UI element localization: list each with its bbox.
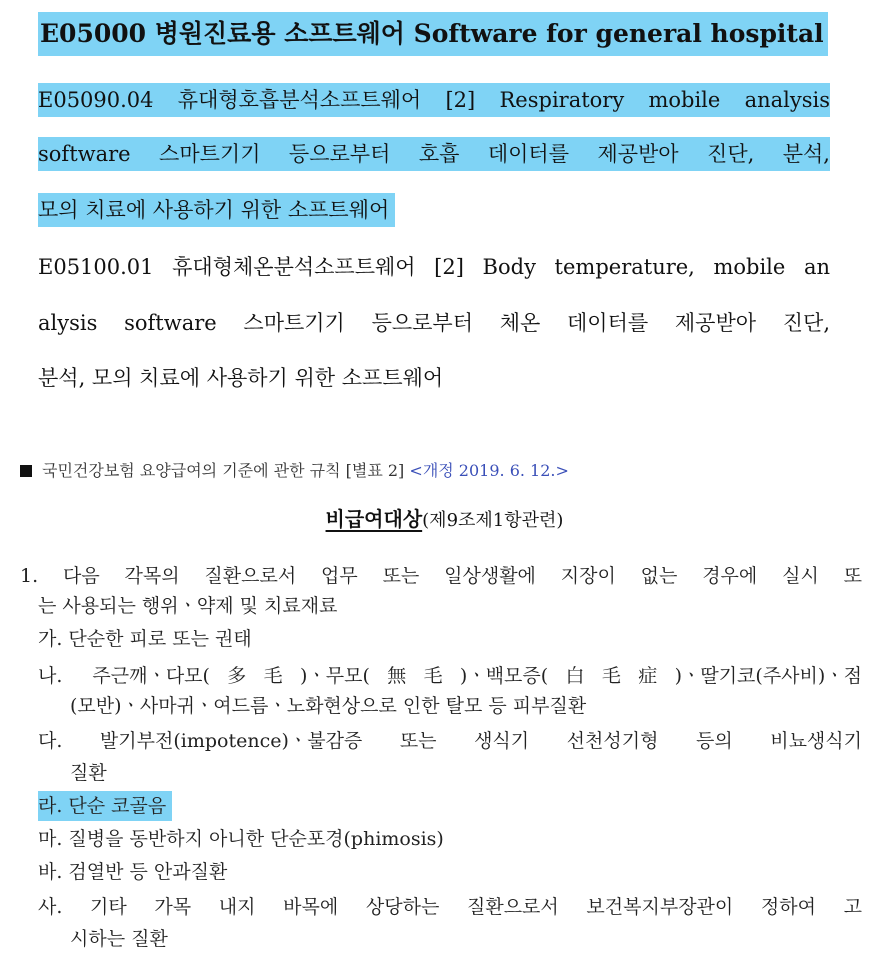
rule-subitem-sa-cont: 시하는 질환 — [70, 928, 168, 950]
rule-subitem-na-cont: (모반)ㆍ사마귀ㆍ여드름ㆍ노화현상으로 인한 탈모 등 피부질환 — [70, 695, 587, 717]
software-entry-line: alysis software 스마트기기 등으로부터 체온 데이터를 제공받아 진단, — [38, 311, 830, 335]
rule-header — [20, 458, 569, 481]
software-entry-line: E05090.04 휴대형호흡분석소프트웨어 [2] Respiratory mobile analysis — [38, 83, 830, 117]
software-category-title: E05000 병원진료용 소프트웨어 Software for general hospital — [38, 12, 828, 56]
rule-subitem-ga: 가. 단순한 피로 또는 권태 — [38, 628, 252, 650]
rule-subitem-ma: 마. 질병을 동반하지 아니한 단순포경(phimosis) — [38, 828, 444, 850]
rule-title-main: 비급여대상 — [325, 507, 423, 531]
square-bullet-icon — [20, 465, 32, 477]
rule-title — [0, 503, 889, 532]
software-entry-line: 분석, 모의 치료에 사용하기 위한 소프트웨어 — [38, 366, 444, 390]
rule-subitem-na — [38, 661, 862, 691]
rule-subitem-ra: 라. 단순 코골음 — [38, 791, 172, 821]
rule-subitem-ba: 바. 검열반 등 안과질환 — [38, 861, 228, 883]
rule-subitem-na-prefix: 나. — [38, 665, 63, 687]
rule-subitem-da-cont: 질환 — [70, 762, 107, 784]
rule-subitem-sa: 사. 기타 가목 내지 바목에 상당하는 질환으로서 보건복지부장관이 정하여 고 — [38, 896, 862, 918]
software-entry-line: software 스마트기기 등으로부터 호흡 데이터를 제공받아 진단, 분석, — [38, 137, 830, 171]
rule-item-1: 1. 다음 각목의 질환으로서 업무 또는 일상생활에 지장이 없는 경우에 실시 또 — [20, 565, 862, 587]
rule-subitem-da: 다. 발기부전(impotence)ㆍ불감증 또는 생식기 선천성기형 등의 비뇨생식기 — [38, 730, 862, 752]
rule-header-text: 국민건강보험 요양급여의 기준에 관한 규칙 [별표 2] — [42, 461, 405, 480]
rule-title-sub: (제9조제1항관련) — [422, 510, 564, 531]
rule-item-1-cont: 는 사용되는 행위ㆍ약제 및 치료재료 — [38, 595, 338, 617]
rule-subitem-na-text: 주근깨ㆍ다모(多毛)ㆍ무모(無毛)ㆍ백모증(白毛症)ㆍ딸기코(주사비)ㆍ점 — [92, 665, 862, 687]
software-entry-line: 모의 치료에 사용하기 위한 소프트웨어 — [38, 193, 395, 227]
software-entry-line: E05100.01 휴대형체온분석소프트웨어 [2] Body temperature, mobile an — [38, 255, 830, 279]
amendment-date: <개정 2019. 6. 12.> — [409, 461, 569, 480]
